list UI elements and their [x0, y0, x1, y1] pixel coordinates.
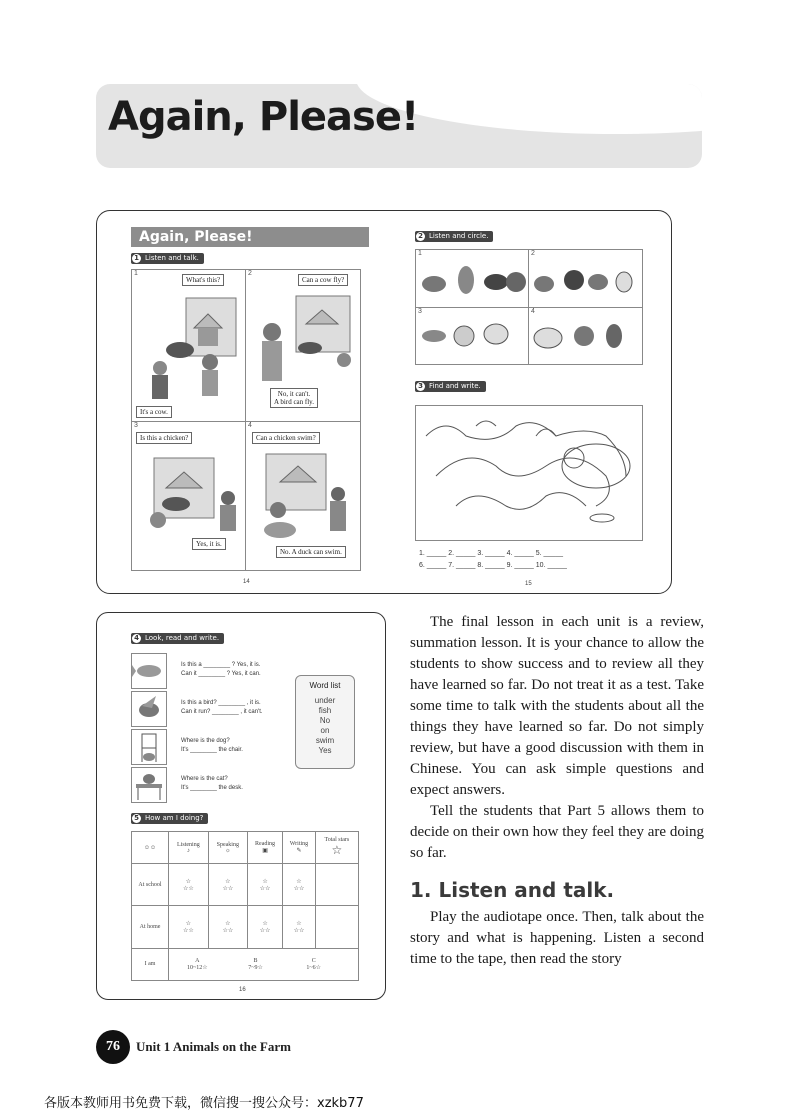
word-list-item: No	[319, 716, 331, 725]
grid-row-label: At home	[132, 906, 169, 948]
section-2-label: 2 Listen and circle.	[415, 231, 493, 242]
exercise-4-line-1: Where is the cat?	[181, 776, 228, 782]
teacher-notes	[410, 612, 704, 970]
rating-c: C 1~6☆	[306, 957, 322, 971]
left-page-title: Again, Please!	[131, 227, 369, 247]
title-banner	[96, 84, 702, 168]
grid-row-label: I am	[132, 948, 169, 980]
exercise-4-line-2: It's ________ the desk.	[181, 785, 243, 791]
star-rating-cell: ☆ ☆☆	[208, 906, 247, 948]
word-list-item: swim	[315, 736, 335, 745]
grid-header-listening: Listening ♪	[169, 832, 209, 864]
section-1-label: 1 Listen and talk.	[131, 253, 204, 264]
speech-bubble: Can a chicken swim?	[252, 432, 320, 444]
section-4-label: 4 Look, read and write.	[131, 633, 224, 644]
page-number-badge: 76	[96, 1030, 130, 1064]
speech-bubble: No, it can't. A bird can fly.	[270, 388, 318, 408]
grid-header-writing: Writing ✎	[283, 832, 316, 864]
listen-circle-grid: 1 2 3 4	[415, 249, 643, 365]
cat-on-desk-picture	[131, 767, 167, 803]
rating-b: B 7~9☆	[248, 957, 263, 971]
dog-under-chair-picture	[131, 729, 167, 765]
star-rating-cell: ☆ ☆☆	[208, 864, 247, 906]
speech-bubble: Can a cow fly?	[298, 274, 348, 286]
grid-row-label: At school	[132, 864, 169, 906]
exercise-3-line-2: It's ________ the chair.	[181, 747, 243, 753]
bird-picture	[131, 691, 167, 727]
comic-panel-1: 1 What's this? It's a cow.	[131, 269, 247, 423]
textbook-spread-image	[96, 210, 672, 594]
word-list-item: under	[314, 696, 336, 705]
speech-bubble: Yes, it is.	[192, 538, 226, 550]
word-list-header: Word list	[309, 681, 341, 690]
hidden-animals-puzzle-drawing	[416, 406, 642, 540]
total-stars-cell	[315, 906, 358, 948]
rating-a: A 10~12☆	[187, 957, 208, 971]
word-list-item: Yes	[318, 746, 332, 755]
unit-title: Unit 1 Animals on the Farm	[136, 1039, 291, 1054]
word-list-item: fish	[318, 706, 332, 715]
star-rating-cell: ☆ ☆☆	[283, 864, 316, 906]
find-and-write-puzzle	[415, 405, 643, 541]
exercise-2-line-1: Is this a bird? ________ , it is.	[181, 700, 261, 706]
section-5-label: 5 How am I doing?	[131, 813, 208, 824]
exercise-2-line-2: Can it run? ________ , it can't.	[181, 709, 263, 715]
comic-panel-3: 3 Is this a chicken? Yes, it is.	[131, 421, 247, 571]
page-number-15: 15	[525, 581, 532, 587]
page-number-14: 14	[243, 579, 250, 585]
paragraph-audiotape: Play the audiotape once. Then, talk about the story and what is happening. Listen a second time to the tape, then read the story	[410, 909, 704, 967]
section-heading-listen-talk: 1. Listen and talk.	[410, 878, 615, 902]
answer-lines-row-1: 1. _____ 2. _____ 3. _____ 4. _____ 5. _____	[419, 550, 564, 557]
exercise-1-line-2: Can it ________ ? Yes, it can.	[181, 671, 261, 677]
grid-header-speaking: Speaking ☼	[208, 832, 247, 864]
children-icon: ☺☺	[132, 832, 169, 864]
cow-scene-illustration	[146, 288, 242, 404]
word-list-box	[295, 675, 355, 769]
speech-bubble: Is this a chicken?	[136, 432, 192, 444]
word-list-item: on	[320, 726, 330, 735]
answer-lines-row-2: 6. _____ 7. _____ 8. _____ 9. _____ 10. _____	[419, 562, 567, 569]
speech-bubble: What's this?	[182, 274, 224, 286]
chicken-scene-illustration	[142, 448, 242, 544]
animal-pictures	[416, 250, 642, 364]
star-rating-cell: ☆ ☆☆	[247, 864, 282, 906]
speech-bubble: It's a cow.	[136, 406, 172, 418]
self-assessment-grid	[131, 831, 359, 981]
exercise-1-line-1: Is this a ________ ? Yes, it is.	[181, 662, 261, 668]
star-rating-cell: ☆ ☆☆	[283, 906, 316, 948]
fish-picture	[131, 653, 167, 689]
grid-header-total-stars: Total stars ☆	[315, 832, 358, 864]
paragraph-review-intro: The final lesson in each unit is a review, summation lesson. It is your chance to allow the students to show success and to review all they have learned so far. Do not treat it as a test. Take some time to talk with the students about all the things they have learned so far. Do not simply review, but have a good discussion with them in Chinese. You can ask simple questions and expect answers.	[410, 614, 704, 798]
rating-scale	[169, 948, 359, 980]
star-rating-cell: ☆ ☆☆	[169, 864, 209, 906]
grid-header-reading: Reading ▣	[247, 832, 282, 864]
page-title: Again, Please!	[108, 94, 419, 140]
comic-panel-4: 4 Can a chicken swim? No. A duck can swim.	[245, 421, 361, 571]
exercise-3-line-1: Where is the dog?	[181, 738, 230, 744]
speech-bubble: No. A duck can swim.	[276, 546, 346, 558]
paragraph-part5: Tell the students that Part 5 allows them to decide on their own how they feel they are doing so far.	[410, 803, 704, 861]
page-number-16: 16	[239, 987, 246, 993]
star-rating-cell: ☆ ☆☆	[169, 906, 209, 948]
total-stars-cell	[315, 864, 358, 906]
section-3-label: 3 Find and write.	[415, 381, 486, 392]
boy-and-painting-illustration	[252, 290, 356, 386]
download-note: 各版本教师用书免费下载，微信搜一搜公众号：xzkb77	[44, 1096, 364, 1111]
workbook-page-image	[96, 612, 386, 1000]
duck-scene-illustration	[252, 448, 356, 544]
comic-panel-2: 2 Can a cow fly? No, it can't. A bird can fly.	[245, 269, 361, 423]
star-rating-cell: ☆ ☆☆	[247, 906, 282, 948]
